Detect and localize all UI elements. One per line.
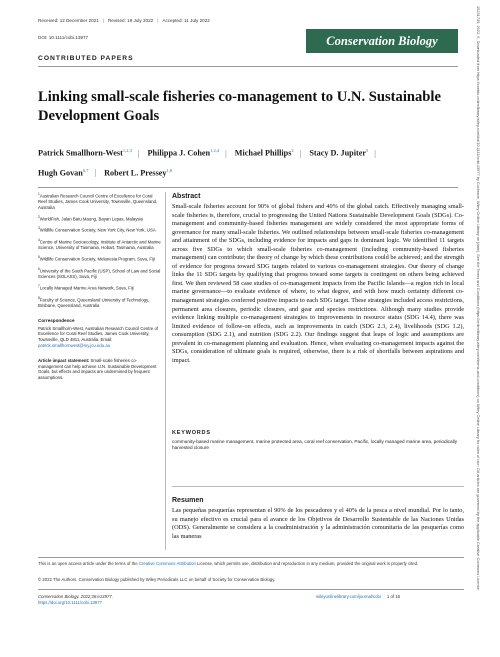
author-affiliation-ref[interactable]: 1,2,4: [210, 148, 220, 153]
affiliation: $^2$WorldFish, Jalan Batu Maung, Bayan Lepas, Malaysia: [38, 214, 143, 222]
copyright-notice: © 2022 The Authors. Conservation Biology published by Wiley Periodicals LLC on behalf of Society for Conservation Biology.: [38, 577, 276, 582]
affiliation: $^6$University of the South Pacific (USP), School of Law and Social Sciences (SOLASS), Suva, Fiji: [38, 266, 161, 279]
revised-date: Revised: 19 July 2022: [107, 18, 154, 23]
author-name[interactable]: Stacy D. Jupiter: [309, 148, 366, 158]
abstract-heading: Abstract: [172, 193, 201, 200]
divider: [38, 66, 458, 67]
side-download-strip: [470, 0, 484, 657]
author-affiliation-ref[interactable]: 6,7: [82, 167, 89, 173]
journal-site-link[interactable]: wileyonlinelibrary.com/journal/cobi: [316, 594, 381, 599]
page-number: 1 of 16: [386, 594, 401, 599]
correspondence-heading: Correspondence: [38, 318, 75, 324]
side-download-text: 15231739, 2022, 6, Downloaded from https://conbio.onlinelibrary.wiley.com/doi/10.1111/cobi.13977 by Cochrane, Wiley Online Library on [date]. See the Terms and Conditions (https://onlinelibrary.wiley.com/terms-and-conditions) on Wiley Online Library for rules of use; OA articles are governed by the applicable Creative Commons License: [476, 6, 481, 590]
keywords-heading: KEYWORDS: [172, 430, 211, 436]
citation-text: Conservation Biology. 2022;36:e13977.: [38, 594, 113, 599]
divider: [38, 187, 458, 188]
author-name[interactable]: Michael Phillips: [234, 148, 292, 158]
doi[interactable]: DOI: 10.1111/cobi.13977: [38, 35, 89, 40]
affiliation: $^4$Centre of Marine Socioecology, Institute of Antarctic and Marine Science, University of Tasmania, Hobart, Tasmania, Australia: [38, 238, 161, 251]
author-name[interactable]: Hugh Govan: [38, 168, 83, 178]
license-link[interactable]: Creative Commons Attribution: [138, 561, 196, 566]
correspondence-text: Patrick Smallhorn-West, Australian Research Council Centre of Excellence for Coral Reef Studies, James Cook University, Townsville, QLD 4811, Australia. Email: patrick.smallhornwest@my.jcu.edu.au: [38, 325, 159, 348]
affiliations-column: [38, 192, 162, 385]
footer-right: [316, 594, 400, 599]
citation-doi-link[interactable]: https://doi.org/10.1111/cobi.13977: [38, 599, 103, 605]
resumen-text: Las pequeñas pesquerías representan el 90% de los pescadores y el 40% de la pesca a nivel mundial. Por lo tanto, su manejo efectivo es crucial para el avance de los Objetivos de Desarrollo Sustentable de las Naciones Unidas (ODS). Generalmente se considera a la coadministración y la administración comunitaria de las pesquerías como las maneras: [172, 507, 464, 540]
divider: [172, 486, 464, 487]
author-affiliation-ref[interactable]: 1,8: [166, 167, 173, 173]
citation: [38, 594, 113, 606]
column-divider: [165, 192, 166, 550]
divider: [38, 557, 464, 558]
correspondence-email-link[interactable]: patrick.smallhornwest@my.jcu.edu.au: [38, 342, 111, 348]
author-name[interactable]: Robert L. Pressey: [104, 168, 167, 178]
impact-statement: [38, 358, 162, 380]
received-date: Received: 12 December 2021: [38, 18, 99, 23]
impact-text: Small-scale fisheries co-management can help achieve U.N. Sustainable Development Goals, but effects and impacts are undermined by frequent assumptions.: [38, 358, 157, 380]
divider: [38, 589, 464, 590]
received-dates: Received: 12 December 2021 | Revised: 19 July 2022 | Accepted: 11 July 2022: [38, 18, 210, 23]
journal-logo[interactable]: Conservation Biology: [306, 29, 458, 53]
keywords-text: community-based marine management, marine protected area, coral reef conservation, Pacific, locally managed marine area, periodically harvested closure: [172, 439, 458, 451]
section-label: CONTRIBUTED PAPERS: [38, 55, 134, 62]
abstract-text: Small-scale fisheries account for 90% of global fishers and 40% of the global catch. Effectively managing small-scale fisheries is, therefore, crucial to progressing the United Nations Sustainable Development Goals (SDGs). Co-management and community-based fisheries management are widely considered the most appropriate forms of governance for many small-scale fisheries. We outlined relationships between small-scale fisheries co-management and attainment of the SDGs, including evidence for impacts and gaps in dominant logic. We identified 11 targets across five SDGs to which small-scale fisheries co-management (including community-based fisheries management) can contribute; the theory of change by which these contributions could be achieved; and the strength of evidence for progress toward SDG targets related to various co-management strategies. Our theory of change links the 11 SDG targets by qualifying that progress toward some targets is contingent on others being achieved first. We then reviewed 58 case studies of co-management impacts from the Pacific Islands—a region rich in local marine governance—to evaluate evidence of where, to what degree, and with how much certainty different co-management strategies conferred positive impacts to each SDG target. These strategies included access restrictions, permanent area closures, periodic closures, and gear and species restrictions. Although many studies provide evidence linking multiple co-management strategies to improvements in resource status (SDG 14.4), there was limited evidence of follow-on effects, such as improvements in catch (SDG 2.3, 2.4), livelihoods (SDG 1.2), consumption (SDG 2.1), and nutrition (SDG 2.2). Our findings suggest that leaps of logic and assumptions are prevalent in co-management planning and evaluation. Hence, when evaluating co-management impacts against the SDGs, consideration of ultimate goals is required, otherwise, there is a risk of shortfalls between aspirations and impact.: [172, 203, 464, 364]
author-name[interactable]: Philippa J. Cohen: [147, 148, 211, 158]
author-name[interactable]: Patrick Smallhorn-West: [38, 148, 123, 158]
accepted-date: Accepted: 11 July 2022: [162, 18, 210, 23]
author-affiliation-ref[interactable]: 5: [365, 148, 369, 153]
affiliation: $^1$Australian Research Council Centre of Excellence for Coral Reef Studies, James Cook University, Townsville, Queensland, Australia: [38, 192, 158, 210]
resumen-heading: Resumen: [172, 497, 204, 504]
affiliation: $^7$Locally Managed Marine Area Network, Suva, Fiji: [38, 284, 134, 291]
affiliation: $^3$Wildlife Conservation Society, New York City, New York, USA: [38, 226, 156, 233]
author-affiliation-ref[interactable]: 1,2,3: [122, 148, 132, 153]
affiliation: $^8$Faculty of Science, Queensland University of Technology, Brisbane, Queensland, Australia: [38, 295, 150, 308]
impact-heading: Article impact statement:: [38, 358, 90, 364]
article-title: Linking small-scale fisheries co-management to U.N. Sustainable Development Goals: [38, 89, 441, 124]
license-notice: This is an open access article under the terms of the Creative Commons Attribution License, which permits use, distribution and reproduction in any medium, provided the original work is properly cited.: [38, 561, 419, 566]
author-affiliation-ref[interactable]: 2: [291, 148, 294, 153]
affiliation: $^5$Wildlife Conservation Society, Melanesia Program, Suva, Fiji: [38, 255, 155, 262]
author-list: Patrick Smallhorn-West$^{1,2,3}$ | Philippa J. Cohen$^{1,2,4}$ | Michael Phillips$^2$ | Stacy D. Jupiter$^5$ | Hugh Govan$^{6,7}$ | Robert L. Pressey$^{1,8}$: [38, 148, 376, 178]
